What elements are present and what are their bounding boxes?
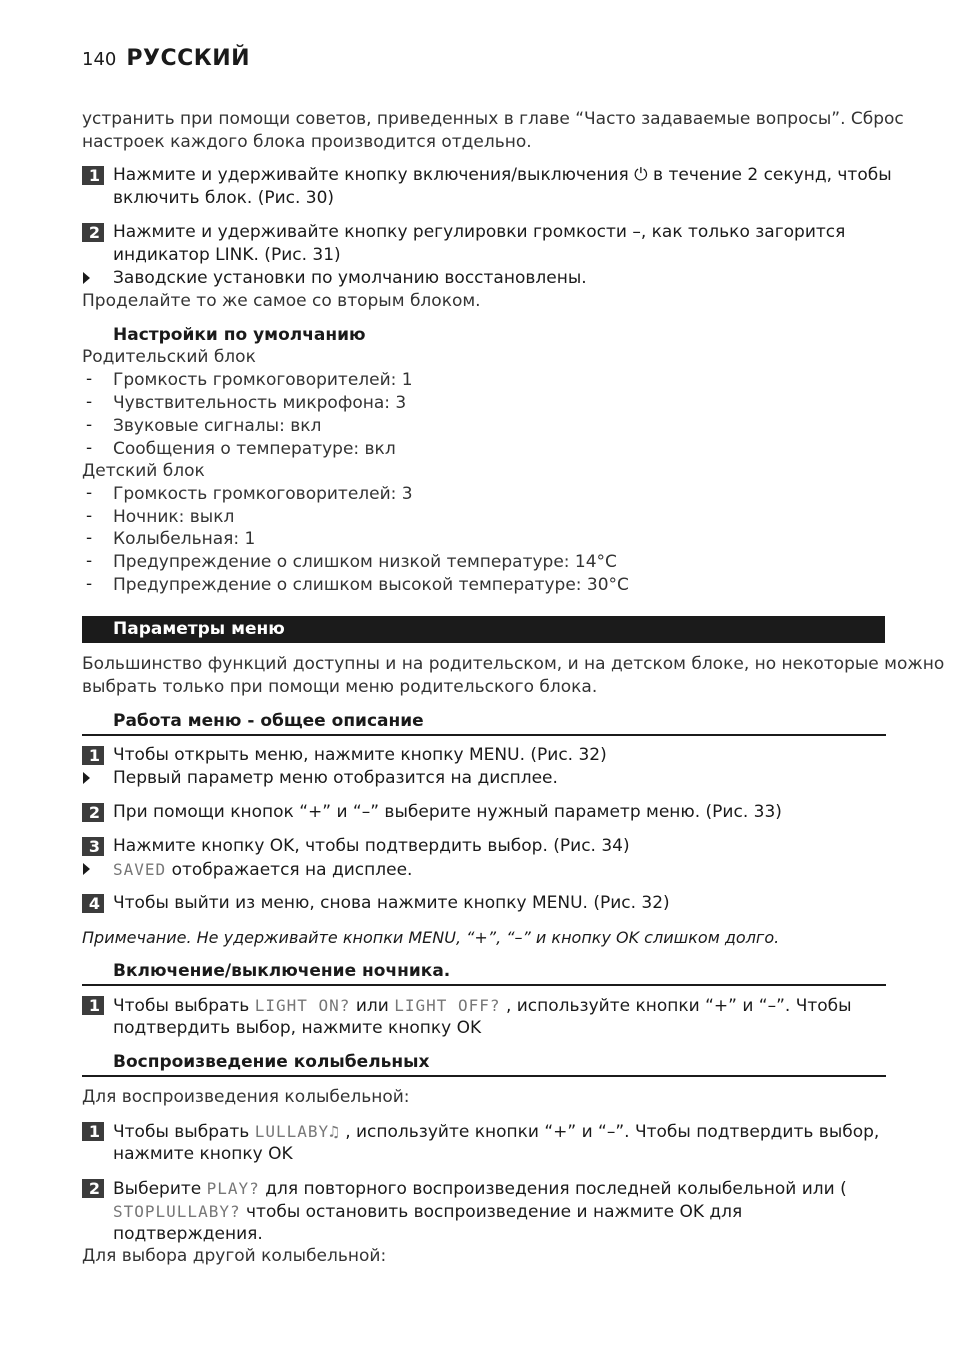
section-subheading: Работа меню - общее описание: [113, 711, 424, 731]
list-dash: -: [86, 438, 93, 458]
text-part: , используйте кнопки “+” и “–”. Чтобы: [500, 996, 852, 1016]
language-title: РУССКИЙ: [126, 46, 251, 71]
section-subheading: Настройки по умолчанию: [113, 325, 366, 345]
section-heading-bar: Параметры меню: [82, 616, 885, 643]
section-subheading: Включение/выключение ночника.: [113, 961, 451, 981]
step-number: 1: [82, 996, 104, 1015]
group-label: Детский блок: [82, 461, 205, 481]
list-item: Колыбельная: 1: [113, 529, 256, 549]
page-number: 140: [82, 49, 117, 70]
list-dash: -: [86, 551, 93, 571]
step-number: 2: [82, 1179, 104, 1198]
step-number: 4: [82, 894, 104, 913]
step-text: [113, 1120, 886, 1144]
result-arrow-icon: [83, 272, 90, 284]
step-text: [113, 1177, 886, 1201]
text-part: Чтобы выбрать: [113, 1122, 255, 1142]
step-text: индикатор LINK. (Рис. 31): [113, 245, 341, 265]
body-text: Проделайте то же самое со вторым блоком.: [82, 291, 481, 311]
list-dash: -: [86, 574, 93, 594]
text-part: для повторного воспроизведения последней колыбельной или (: [259, 1179, 847, 1199]
body-text: Для выбора другой колыбельной:: [82, 1246, 387, 1266]
step-text: Нажмите и удерживайте кнопку регулировки громкости –, как только загорится: [113, 222, 846, 242]
divider: [82, 984, 886, 986]
step-text: подтвердить выбор, нажмите кнопку OK: [113, 1018, 482, 1038]
result-arrow-icon: [83, 772, 90, 784]
text-part: Чтобы выбрать: [113, 996, 255, 1016]
list-dash: -: [86, 528, 93, 548]
result-arrow-icon: [83, 863, 90, 875]
list-item: Ночник: выкл: [113, 507, 235, 527]
list-item: Чувствительность микрофона: 3: [113, 393, 407, 413]
lcd-text: PLAY?: [206, 1179, 260, 1198]
group-label: Родительский блок: [82, 347, 256, 367]
list-item: Сообщения о температуре: вкл: [113, 439, 396, 459]
list-dash: -: [86, 483, 93, 503]
step-result: [113, 858, 886, 882]
step-text: При помощи кнопок “+” и “–” выберите нужный параметр меню. (Рис. 33): [113, 802, 782, 822]
text-part: , используйте кнопки “+” и “–”. Чтобы подтвердить выбор,: [339, 1122, 880, 1142]
intro-line: настроек каждого блока производится отдельно.: [82, 132, 532, 152]
note: Примечание. Не удерживайте кнопки MENU, “+”, “–” и кнопку OK слишком долго.: [82, 928, 780, 947]
list-dash: -: [86, 506, 93, 526]
lcd-text: LIGHT OFF?: [394, 996, 501, 1015]
divider: [82, 734, 886, 736]
divider: [82, 1075, 886, 1077]
lcd-text: LIGHT ON?: [254, 996, 351, 1015]
list-dash: -: [86, 369, 93, 389]
step-text: Нажмите кнопку OK, чтобы подтвердить выбор. (Рис. 34): [113, 836, 630, 856]
list-item: Предупреждение о слишком низкой температуре: 14°C: [113, 552, 617, 572]
text-part: или: [350, 996, 395, 1016]
step-number: 2: [82, 223, 104, 242]
step-result: Заводские установки по умолчанию восстановлены.: [113, 268, 587, 288]
lcd-text: STOPLULLABY?: [113, 1202, 241, 1221]
step-text: подтверждения.: [113, 1224, 263, 1244]
list-dash: -: [86, 415, 93, 435]
list-dash: -: [86, 392, 93, 412]
step-number: 2: [82, 803, 104, 822]
text-part: Выберите: [113, 1179, 207, 1199]
lcd-text: SAVED: [113, 860, 167, 879]
step-text: Нажмите и удерживайте кнопку включения/выключения ⏻ в течение 2 секунд, чтобы: [113, 165, 892, 185]
lcd-text: LULLABY♫: [254, 1122, 340, 1141]
intro-line: устранить при помощи советов, приведенных в главе “Часто задаваемые вопросы”. Сброс: [82, 109, 904, 129]
step-number: 1: [82, 1122, 104, 1141]
step-text: [113, 994, 886, 1018]
step-result: Первый параметр меню отобразится на дисплее.: [113, 768, 558, 788]
step-number: 1: [82, 166, 104, 185]
step-result-text: отображается на дисплее.: [166, 860, 413, 880]
section-subheading: Воспроизведение колыбельных: [113, 1052, 430, 1072]
list-item: Предупреждение о слишком высокой температуре: 30°C: [113, 575, 629, 595]
step-text: включить блок. (Рис. 30): [113, 188, 335, 208]
step-number: 3: [82, 837, 104, 856]
text-part: чтобы остановить воспроизведение и нажмите OK для: [240, 1202, 743, 1222]
body-text: Для воспроизведения колыбельной:: [82, 1087, 410, 1107]
list-item: Звуковые сигналы: вкл: [113, 416, 322, 436]
list-item: Громкость громкоговорителей: 3: [113, 484, 413, 504]
step-number: 1: [82, 746, 104, 765]
step-text: [113, 1200, 886, 1224]
step-text: Чтобы открыть меню, нажмите кнопку MENU. (Рис. 32): [113, 745, 607, 765]
list-item: Громкость громкоговорителей: 1: [113, 370, 413, 390]
step-text: Чтобы выйти из меню, снова нажмите кнопку MENU. (Рис. 32): [113, 893, 670, 913]
body-text: выбрать только при помощи меню родительского блока.: [82, 677, 598, 697]
step-text: нажмите кнопку OK: [113, 1144, 293, 1164]
page-header: [82, 46, 250, 71]
body-text: Большинство функций доступны и на родительском, и на детском блоке, но некоторые можно: [82, 654, 945, 674]
